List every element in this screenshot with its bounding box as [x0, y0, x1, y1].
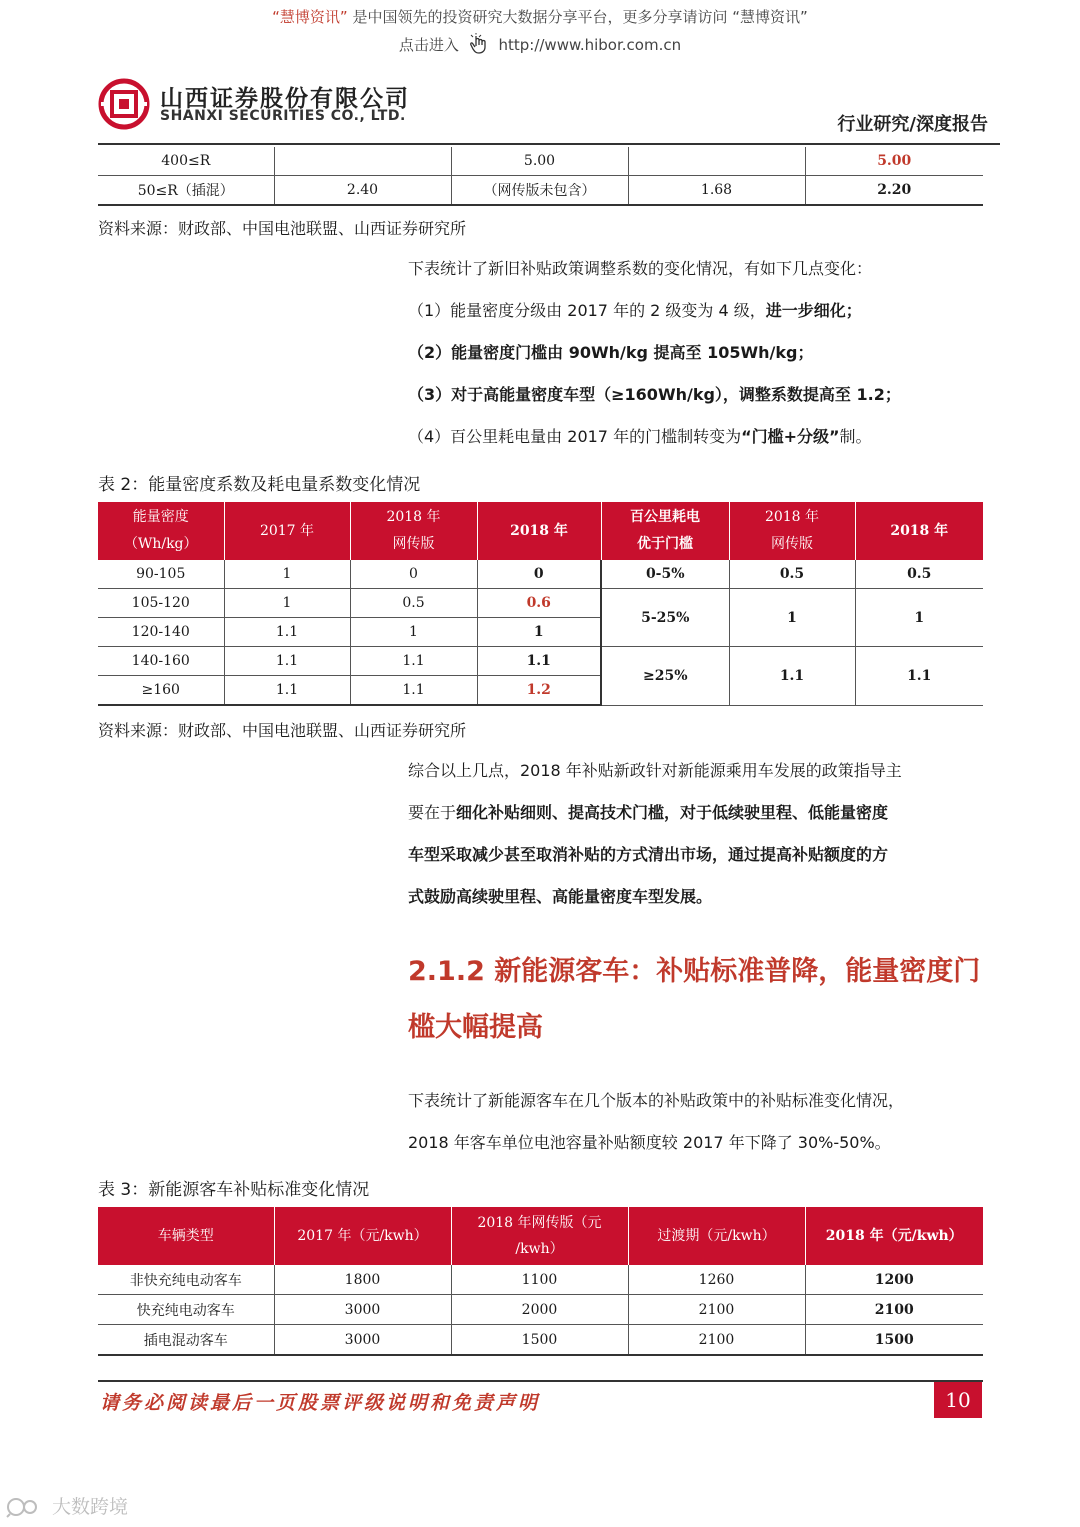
table-row: [98, 560, 983, 589]
header-text: 2018 年网传版（元: [477, 1215, 602, 1231]
company-logo-icon: [98, 78, 150, 130]
table-cell: 3000: [274, 1325, 451, 1356]
header-cell: [601, 502, 729, 560]
intro-lead: 下表统计了新旧补贴政策调整系数的变化情况，有如下几点变化：: [408, 259, 873, 278]
header-cell: [729, 502, 855, 560]
watermark-text: 大数跨境: [52, 1496, 129, 1518]
point-3-bold: （3）对于高能量密度车型（≥160Wh/kg），调整系数提高至 1.2；: [408, 385, 901, 404]
table-cell: 快充纯电动客车: [98, 1295, 274, 1325]
table-cell: 0: [350, 560, 477, 589]
point-2-bold: （2）能量密度门槛由 90Wh/kg 提高至 105Wh/kg；: [408, 343, 814, 362]
table-cell: 90-105: [98, 560, 224, 589]
footer-divider: [98, 1380, 983, 1382]
header-cell: 2018 年: [855, 502, 983, 560]
header-text: （Wh/kg）: [123, 536, 198, 552]
table-row: [98, 176, 983, 206]
table-cell: 2100: [628, 1295, 805, 1325]
table-cell: [274, 147, 451, 176]
source-note-2: 资料来源：财政部、中国电池联盟、山西证券研究所: [98, 721, 467, 740]
table-cell: 1: [477, 618, 601, 647]
table-cell: 2.40: [274, 176, 451, 206]
table-cell: 0-5%: [601, 560, 729, 589]
intro-point-3: [408, 374, 988, 416]
section-heading-line-2: 槛大幅提高: [408, 1012, 543, 1043]
company-name-en: SHANXI SECURITIES CO., LTD.: [160, 108, 406, 124]
table-cell: 非快充纯电动客车: [98, 1265, 274, 1295]
summary-line-1: 综合以上几点，2018 年补贴新政针对新能源乘用车发展的政策指导主: [408, 761, 902, 780]
table-cell: [628, 147, 805, 176]
table-cell: 1.1: [729, 647, 855, 706]
intro-point-1: [408, 290, 988, 332]
page-number: 10: [934, 1382, 982, 1418]
table-cell: 0.5: [855, 560, 983, 589]
table-cell: 1.1: [855, 647, 983, 706]
table-cell: 5-25%: [601, 589, 729, 647]
table-header-row: [98, 1207, 983, 1265]
table-cell: 2100: [628, 1325, 805, 1356]
table-row: [98, 589, 983, 618]
header-cell: 2018 年（元/kwh）: [805, 1207, 983, 1265]
table-cell: 120-140: [98, 618, 224, 647]
header-text: 2018 年: [386, 509, 441, 525]
table-cell: 1100: [451, 1265, 628, 1295]
summary-line-4: [408, 876, 988, 918]
bus-intro-line-1: 下表统计了新能源客车在几个版本的补贴政策中的补贴标准变化情况，: [408, 1091, 905, 1110]
table-1-continuation: [98, 147, 983, 206]
header-cell: 车辆类型: [98, 1207, 274, 1265]
header-cell: [451, 1207, 628, 1265]
footer-disclaimer: 请务必阅读最后一页股票评级说明和免责声明: [100, 1392, 541, 1414]
point-4-end: 制。: [839, 427, 872, 446]
table-cell: 1.2: [477, 676, 601, 706]
table-cell: 0.5: [729, 560, 855, 589]
hand-cursor-icon: [468, 33, 490, 55]
table-cell: 1.1: [224, 647, 350, 676]
table-cell: 1.1: [224, 676, 350, 706]
promo-prefix: 点击进入: [398, 36, 459, 54]
header-text: 优于门槛: [637, 536, 693, 552]
point-1-bold: 进一步细化；: [765, 301, 862, 320]
intro-paragraph: [408, 248, 988, 458]
table-cell: 1.1: [477, 647, 601, 676]
table-cell: 50≤R（插混）: [98, 176, 274, 206]
table-cell: 105-120: [98, 589, 224, 618]
summary-text: 要在于: [408, 803, 457, 822]
intro-point-2: [408, 332, 988, 374]
table-cell: 140-160: [98, 647, 224, 676]
header-text: 网传版: [771, 536, 813, 552]
summary-bold: 式鼓励高续驶里程、高能量密度车型发展。: [408, 887, 713, 906]
company-name-cn: 山西证券股份有限公司: [160, 86, 410, 112]
table-cell: 3000: [274, 1295, 451, 1325]
header-text: 百公里耗电: [630, 509, 700, 525]
promo-brand: “慧博资讯”: [272, 8, 348, 26]
table-cell: 1: [350, 618, 477, 647]
header-cell: 2018 年: [477, 502, 601, 560]
promo-line-1: [0, 6, 1080, 27]
table-cell: 1: [855, 589, 983, 647]
table-cell: 1200: [805, 1265, 983, 1295]
table-cell: 1500: [805, 1325, 983, 1356]
table-row: [98, 647, 983, 676]
table-3: [98, 1207, 983, 1356]
table-3-caption: 表 3：新能源客车补贴标准变化情况: [98, 1180, 370, 1200]
bus-intro-paragraph: [408, 1080, 988, 1164]
header-cell: 过渡期（元/kwh）: [628, 1207, 805, 1265]
promo-line-2[interactable]: [0, 33, 1080, 55]
summary-line-2: [408, 792, 988, 834]
table-cell: 1.68: [628, 176, 805, 206]
table-cell: 0.5: [350, 589, 477, 618]
header-text: /kwh）: [515, 1241, 564, 1257]
table-header-row: [98, 502, 983, 560]
table-cell: （网传版未包含）: [451, 176, 628, 206]
summary-line-3: [408, 834, 988, 876]
table-cell: 2000: [451, 1295, 628, 1325]
table-cell: 1.1: [350, 676, 477, 706]
table-row: [98, 1325, 983, 1356]
section-heading-line-1: 2.1.2 新能源客车：补贴标准普降，能量密度门: [408, 956, 981, 987]
table-cell: 0: [477, 560, 601, 589]
source-note-1: 资料来源：财政部、中国电池联盟、山西证券研究所: [98, 219, 467, 238]
table-cell: 400≤R: [98, 147, 274, 176]
table-cell: 1: [224, 589, 350, 618]
report-type: 行业研究/深度报告: [837, 114, 988, 135]
header-cell: 2017 年: [224, 502, 350, 560]
section-heading: [408, 944, 998, 1056]
table-cell: ≥160: [98, 676, 224, 706]
summary-paragraph: [408, 750, 988, 918]
table-cell: 1800: [274, 1265, 451, 1295]
point-4-bold: “门槛+分级”: [741, 427, 840, 446]
intro-point-4: [408, 416, 988, 458]
table-row: [98, 1265, 983, 1295]
header-cell: [98, 502, 224, 560]
table-cell: 1500: [451, 1325, 628, 1356]
table-cell: 2100: [805, 1295, 983, 1325]
promo-text: 是中国领先的投资研究大数据分享平台，更多分享请访问: [352, 8, 728, 26]
table-cell: 0.6: [477, 589, 601, 618]
table-2: [98, 502, 983, 706]
promo-brand-2: “慧博资讯”: [732, 8, 808, 26]
table-cell: 1: [224, 560, 350, 589]
table-cell: 2.20: [805, 176, 983, 206]
table-cell: 1.1: [350, 647, 477, 676]
watermark: [6, 1492, 128, 1519]
table-row: [98, 147, 983, 176]
summary-bold: 车型采取减少甚至取消补贴的方式清出市场，通过提高补贴额度的方: [408, 845, 889, 864]
table-cell: ≥25%: [601, 647, 729, 706]
header-divider: [98, 143, 1000, 145]
table-2-caption: 表 2：能量密度系数及耗电量系数变化情况: [98, 475, 421, 495]
header-cell: 2017 年（元/kwh）: [274, 1207, 451, 1265]
table-row: [98, 1295, 983, 1325]
header-text: 能量密度: [132, 509, 189, 525]
table-cell: 5.00: [451, 147, 628, 176]
table-cell: 1260: [628, 1265, 805, 1295]
header-cell: [350, 502, 477, 560]
table-cell: 1.1: [224, 618, 350, 647]
table-cell: 1: [729, 589, 855, 647]
watermark-logo-icon: [6, 1496, 46, 1518]
summary-bold: 细化补贴细则、提高技术门槛，对于低续驶里程、低能量密度: [456, 803, 889, 822]
bus-intro-line-2: 2018 年客车单位电池容量补贴额度较 2017 年下降了 30%-50%。: [408, 1133, 891, 1152]
table-cell: 插电混动客车: [98, 1325, 274, 1356]
promo-url-link[interactable]: http://www.hibor.com.cn: [498, 36, 682, 54]
header-text: 2018 年: [764, 509, 820, 525]
table-cell: 5.00: [805, 147, 983, 176]
point-1-text: （1）能量密度分级由 2017 年的 2 级变为 4 级，: [408, 301, 766, 320]
header-text: 网传版: [392, 536, 435, 552]
point-4-text: （4）百公里耗电量由 2017 年的门槛制转变为: [408, 427, 742, 446]
